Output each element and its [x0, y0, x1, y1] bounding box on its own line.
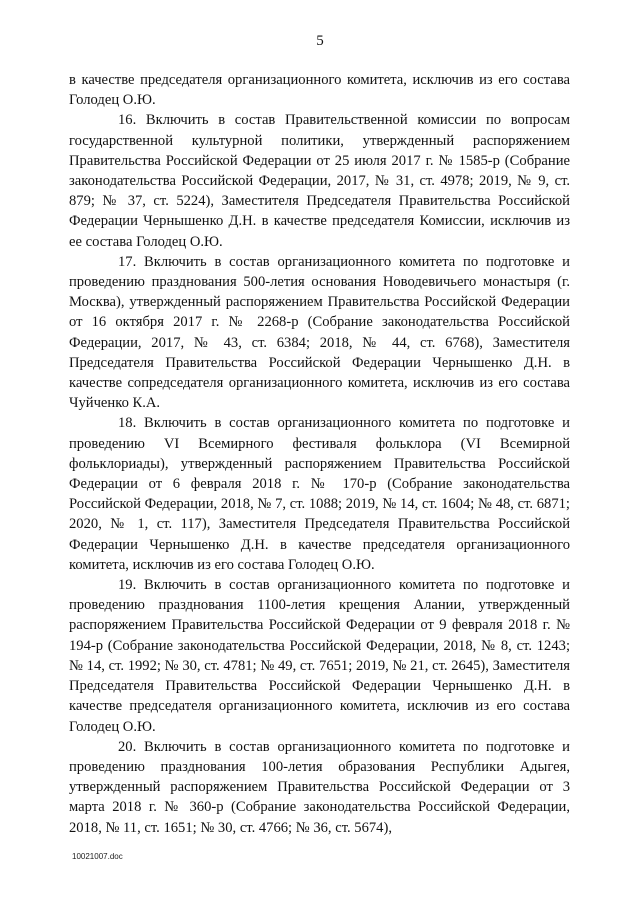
footer-filename: 10021007.doc: [72, 852, 123, 861]
paragraph-item-19: 19. Включить в состав организационного комитета по подготовке и проведению празднования 1100-летия крещения Алании, утвержденный распоряжением Правительства Российской Федерации от 9 февраля 2018 г. № 194-р (Собрание законодательства Российской Федерации, 2018, № 8, ст. 1243; № 14, ст. 1992; № 30, ст. 4781; № 49, ст. 7651; 2019, № 21, ст. 2645), Заместителя Председателя Правительства Российской Федерации Чернышенко Д.Н. в качестве председателя организационного комитета, исключив из его состава Голодец О.Ю.: [69, 577, 570, 735]
paragraph-item-17: 17. Включить в состав организационного комитета по подготовке и проведению празднования 500-летия основания Новодевичьего монастыря (г. Москва), утвержденный распоряжением Правительства Российской Федерации от 16 октября 2017 г. № 2268-р (Собрание законодательства Российской Федерации, 2017, № 43, ст. 6384; 2018, № 44, ст. 6768), Заместителя Председателя Правительства Российской Федерации Чернышенко Д.Н. в качестве сопредседателя организационного комитета, исключив из его состава Чуйченко К.А.: [69, 253, 570, 412]
page-number: 5: [316, 33, 324, 49]
paragraph-item-18: 18. Включить в состав организационного комитета по подготовке и проведению VI Всемирного фестиваля фольклора (VI Всемирной фольклориады), утвержденный распоряжением Правительства Российской Федерации от 6 февраля 2018 г. № 170-р (Собрание законодательства Российской Федерации, 2018, № 7, ст. 1088; 2019, № 14, ст. 1604; № 48, ст. 6871; 2020, № 1, ст. 117), Заместителя Председателя Правительства Российской Федерации Чернышенко Д.Н. в качестве председателя организационного комитета, исключив из его состава Голодец О.Ю.: [69, 415, 570, 573]
document-body: [69, 70, 570, 838]
paragraph-continuation: в качестве председателя организационного комитета, исключив из его состава Голодец О.Ю.: [69, 72, 570, 109]
paragraph-item-16: 16. Включить в состав Правительственной комиссии по вопросам государственной культурной политики, утвержденный распоряжением Правительства Российской Федерации от 25 июля 2017 г. № 1585-р (Собрание законодательства Российской Федерации, 2017, № 31, ст. 4978; 2019, № 9, ст. 879; № 37, ст. 5224), Заместителя Председателя Правительства Российской Федерации Чернышенко Д.Н. в качестве председателя Комиссии, исключив из ее состава Голодец О.Ю.: [69, 112, 570, 250]
paragraph-item-20: 20. Включить в состав организационного комитета по подготовке и проведению празднования 100-летия образования Республики Адыгея, утвержденный распоряжением Правительства Российской Федерации от 3 марта 2018 г. № 360-р (Собрание законодательства Российской Федерации, 2018, № 11, ст. 1651; № 30, ст. 4766; № 36, ст. 5674),: [69, 738, 570, 836]
